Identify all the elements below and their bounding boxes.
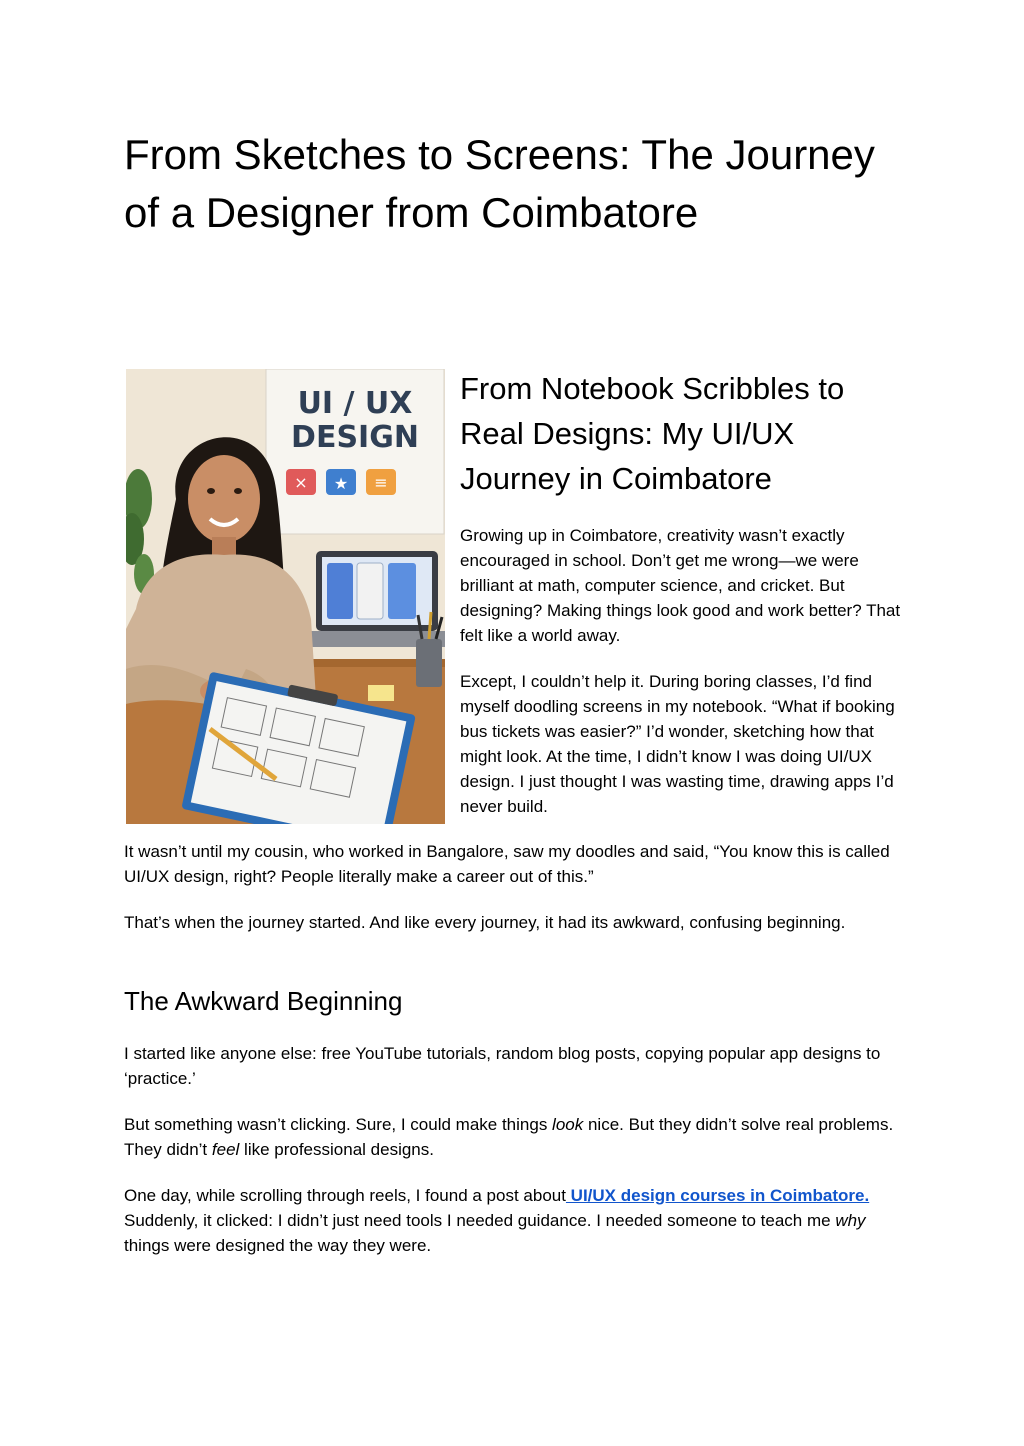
section-heading: From Notebook Scribbles to Real Designs: My UI/UX Journey in Coimbatore bbox=[460, 371, 845, 496]
text-run: One day, while scrolling through reels, I found a post about bbox=[124, 1186, 566, 1205]
poster-line2: DESIGN bbox=[291, 420, 419, 455]
paragraph: That’s when the journey started. And like every journey, it had its awkward, confusing beginning. bbox=[124, 913, 846, 932]
text-run: like professional designs. bbox=[239, 1140, 434, 1159]
emphasis: why bbox=[835, 1211, 866, 1230]
laptop bbox=[296, 551, 445, 647]
page-title: From Sketches to Screens: The Journey of a Designer from Coimbatore bbox=[124, 131, 875, 236]
section-heading: The Awkward Beginning bbox=[124, 986, 403, 1016]
designer-photo bbox=[126, 369, 445, 824]
section-intro bbox=[460, 366, 908, 840]
svg-text:×: × bbox=[294, 473, 308, 492]
section-awkward-beginning bbox=[124, 985, 904, 1279]
ui-ux-poster bbox=[266, 369, 444, 534]
paragraph: Growing up in Coimbatore, creativity wasn’t exactly encouraged in school. Don’t get me wrong—we were brilliant at math, computer science, and cricket. But designing? Making things look good and work better? That felt like a world away. bbox=[460, 526, 901, 645]
text-run: nice. But they didn’t solve real problems. They didn’t bbox=[124, 1115, 894, 1159]
poster-line1: UI / UX bbox=[297, 386, 413, 421]
svg-text:★: ★ bbox=[333, 474, 349, 493]
svg-text:≡: ≡ bbox=[374, 473, 388, 492]
paragraph bbox=[124, 1112, 904, 1162]
text-run: But something wasn’t clicking. Sure, I could make things bbox=[124, 1115, 553, 1134]
course-link[interactable]: UI/UX design courses in Coimbatore. bbox=[565, 1186, 870, 1205]
paragraph: I started like anyone else: free YouTube tutorials, random blog posts, copying popular app designs to ‘practice.’ bbox=[124, 1044, 881, 1088]
paragraph: It wasn’t until my cousin, who worked in Bangalore, saw my doodles and said, “You know this is called UI/UX design, right? People literally make a career out of this.” bbox=[124, 842, 890, 886]
section-intro-continued bbox=[124, 839, 904, 956]
emphasis: look bbox=[552, 1115, 584, 1134]
text-run: Suddenly, it clicked: I didn’t just need tools I needed guidance. I needed someone to teach me bbox=[124, 1211, 836, 1230]
emphasis: feel bbox=[211, 1140, 240, 1159]
text-run: things were designed the way they were. bbox=[124, 1236, 432, 1255]
paragraph bbox=[124, 1183, 904, 1258]
paragraph: Except, I couldn’t help it. During boring classes, I’d find myself doodling screens in my notebook. “What if booking bus tickets was easier?” I’d wonder, sketching how that might look. At the time, I didn’t know I was doing UI/UX design. I just thought I was wasting time, drawing apps I’d never build. bbox=[460, 672, 895, 816]
